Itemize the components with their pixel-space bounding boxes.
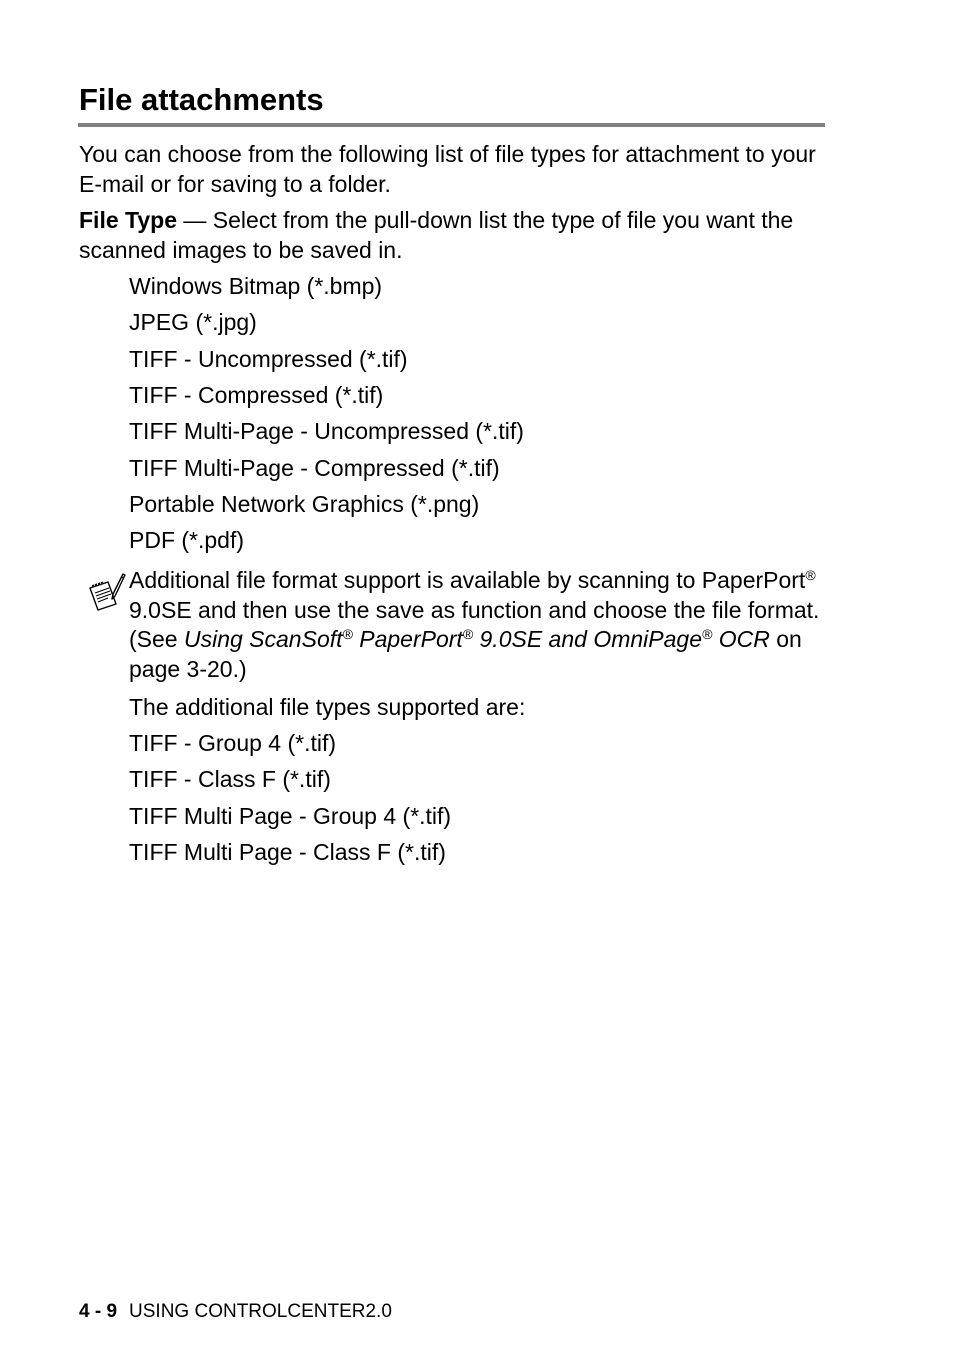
- note-text: Additional file format support is available by scanning to PaperPort® 9.0SE and then use the save as function and choose the file format. (See Using ScanSoft® PaperPort® 9.0SE and OmniPage® OCR on page 3-20.): [129, 567, 820, 682]
- additional-intro: The additional file types supported are:: [129, 694, 526, 720]
- page-heading: File attachments: [79, 82, 324, 117]
- section-title: USING CONTROLCENTER2.0: [129, 1301, 392, 1322]
- file-type-item: JPEG (*.jpg): [129, 309, 257, 335]
- file-type-item: TIFF - Uncompressed (*.tif): [129, 346, 408, 372]
- additional-type-item: TIFF - Class F (*.tif): [129, 766, 331, 792]
- file-type-item: TIFF Multi-Page - Compressed (*.tif): [129, 455, 500, 481]
- file-type-item: Portable Network Graphics (*.png): [129, 491, 480, 517]
- page-number: 4 - 9: [79, 1301, 118, 1322]
- file-type-item: TIFF Multi-Page - Uncompressed (*.tif): [129, 418, 524, 444]
- file-type-item: Windows Bitmap (*.bmp): [129, 273, 383, 299]
- heading-rule: [78, 123, 825, 127]
- intro-paragraph: You can choose from the following list of file types for attachment to your E-mail or for saving to a folder.: [79, 141, 816, 197]
- additional-type-item: TIFF Multi Page - Class F (*.tif): [129, 839, 446, 865]
- additional-type-item: TIFF - Group 4 (*.tif): [129, 730, 337, 756]
- page-footer: [79, 1300, 392, 1324]
- file-type-item: PDF (*.pdf): [129, 527, 245, 553]
- file-type-term: File Type: [79, 207, 177, 233]
- file-type-description: — Select from the pull-down list the type of file you want the scanned images to be saved in.: [79, 207, 794, 263]
- file-type-paragraph: [79, 205, 829, 265]
- cross-reference: Using ScanSoft® PaperPort® 9.0SE and OmniPage® OCR: [183, 626, 770, 652]
- additional-type-item: TIFF Multi Page - Group 4 (*.tif): [129, 803, 452, 829]
- file-type-item: TIFF - Compressed (*.tif): [129, 382, 384, 408]
- note-pad-icon: [86, 572, 126, 614]
